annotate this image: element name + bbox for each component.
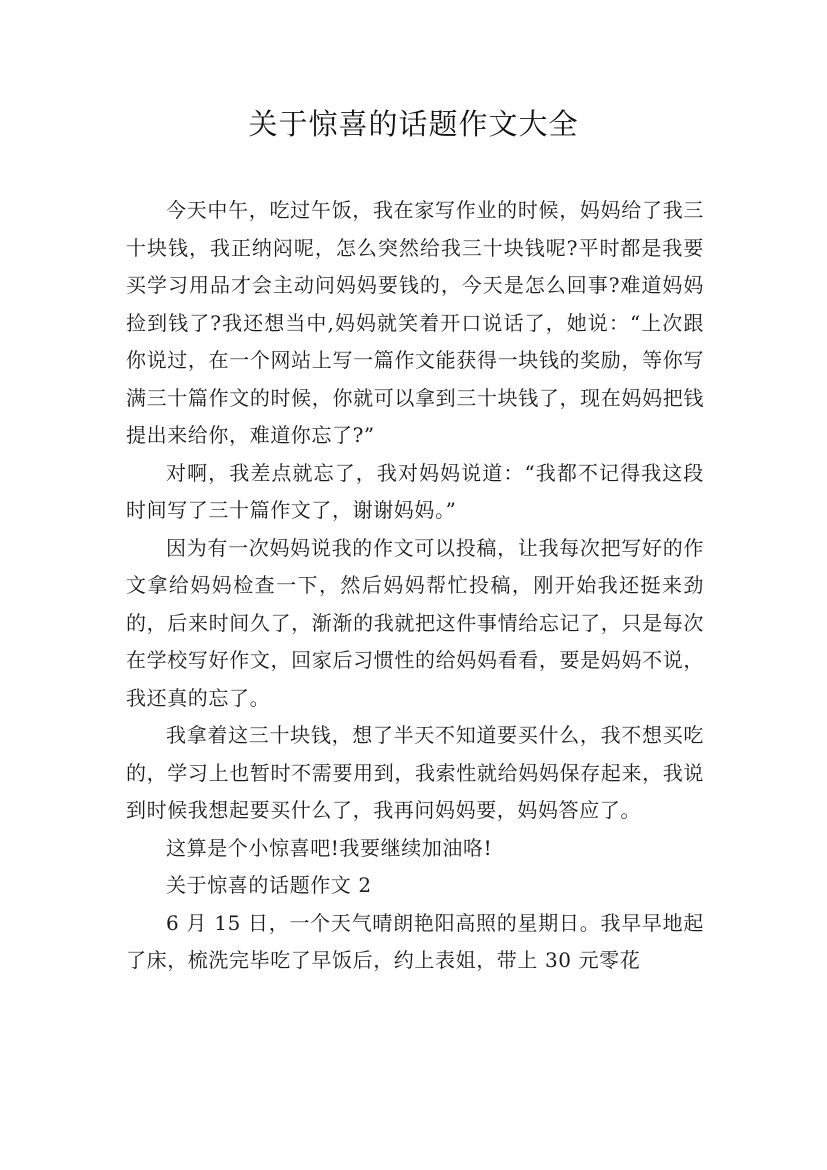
document-body: [126, 192, 704, 980]
paragraph-1: 今天中午，吃过午饭，我在家写作业的时候，妈妈给了我三十块钱，我正纳闷呢，怎么突然给我三十块钱呢?平时都是我要买学习用品才会主动问妈妈要钱的，今天是怎么回事?难道妈妈捡到钱了?我还想当中,妈妈就笑着开口说话了，她说：“上次跟你说过，在一个网站上写一篇作文能获得一块钱的奖励，等你写满三十篇作文的时候，你就可以拿到三十块钱了，现在妈妈把钱提出来给你，难道你忘了?”: [126, 198, 704, 447]
paragraph-4: 我拿着这三十块钱，想了半天不知道要买什么，我不想买吃的，学习上也暂时不需要用到，我索性就给妈妈保存起来，我说到时候我想起要买什么了，我再问妈妈要，妈妈答应了。: [126, 723, 704, 822]
paragraph-6: 6 月 15 日，一个天气晴朗艳阳高照的星期日。我早早地起了床，梳洗完毕吃了早饭后，约上表姐，带上 30 元零花: [126, 910, 704, 972]
section-heading-2: 关于惊喜的话题作文 2: [166, 873, 372, 897]
document-title: 关于惊喜的话题作文大全: [248, 107, 579, 141]
paragraph-2: 对啊，我差点就忘了，我对妈妈说道：“我都不记得我这段时间写了三十篇作文了，谢谢妈妈。”: [126, 460, 704, 522]
paragraph-3: 因为有一次妈妈说我的作文可以投稿，让我每次把写好的作文拿给妈妈检查一下，然后妈妈帮忙投稿，刚开始我还挺来劲的，后来时间久了，渐渐的我就把这件事情给忘记了，只是每次在学校写好作文，回家后习惯性的给妈妈看看，要是妈妈不说，我还真的忘了。: [126, 535, 704, 710]
paragraph-5: 这算是个小惊喜吧!我要继续加油咯!: [166, 835, 493, 860]
